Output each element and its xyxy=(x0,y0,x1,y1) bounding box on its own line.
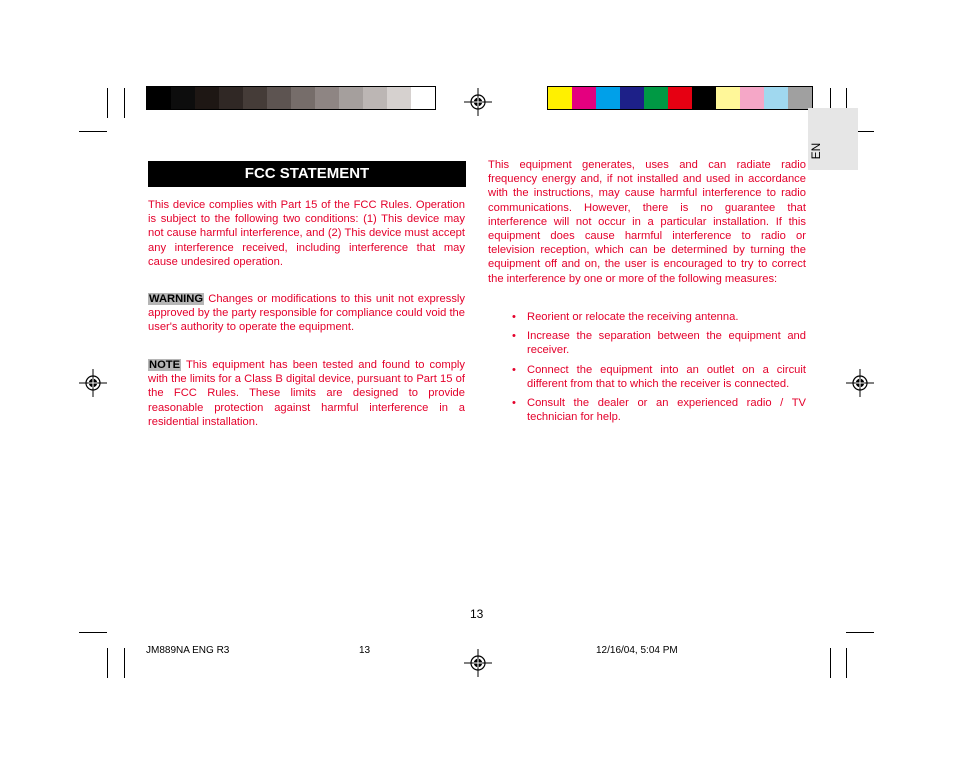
crop-mark xyxy=(124,88,125,118)
compliance-paragraph: This device complies with Part 15 of the FCC Rules. Operation is subject to the following two conditions: (1) This device may not cause harmful interference, and (2) This device must accept any interference received, including interference that may cause undesired operation. xyxy=(148,199,465,268)
color-swatch xyxy=(315,87,339,109)
crop-mark xyxy=(830,648,831,678)
color-swatch xyxy=(219,87,243,109)
crop-mark xyxy=(846,632,874,633)
list-item xyxy=(510,396,806,424)
registration-mark-icon xyxy=(464,88,492,116)
color-swatch xyxy=(387,87,411,109)
color-swatch xyxy=(147,87,171,109)
list-item-text: Connect the equipment into an outlet on a circuit different from that to which the receiver is connected. xyxy=(527,363,806,390)
color-swatch xyxy=(572,87,596,109)
grayscale-swatch-strip xyxy=(146,86,436,110)
color-swatch xyxy=(788,87,812,109)
crop-mark xyxy=(79,632,107,633)
color-swatch xyxy=(716,87,740,109)
bullet-icon: • xyxy=(512,311,516,323)
color-swatch xyxy=(548,87,572,109)
color-swatch xyxy=(620,87,644,109)
bullet-icon: • xyxy=(512,330,516,343)
list-item xyxy=(510,363,806,391)
color-swatch xyxy=(363,87,387,109)
list-item xyxy=(510,329,806,357)
color-swatch-strip xyxy=(547,86,813,110)
list-item-text: Consult the dealer or an experienced radio / TV technician for help. xyxy=(527,397,806,424)
color-swatch xyxy=(411,87,435,109)
note-label: NOTE xyxy=(149,359,181,371)
measures-list xyxy=(510,310,806,429)
footer-timestamp: 12/16/04, 5:04 PM xyxy=(596,645,678,656)
list-item-text: Reorient or relocate the receiving antenna. xyxy=(527,311,739,323)
crop-mark xyxy=(107,88,108,118)
crop-mark xyxy=(107,648,108,678)
color-swatch xyxy=(764,87,788,109)
list-item xyxy=(510,310,806,324)
bullet-icon: • xyxy=(512,363,516,376)
color-swatch xyxy=(644,87,668,109)
interference-intro-paragraph: This equipment generates, uses and can radiate radio frequency energy and, if not installed and used in accordance with the instructions, may cause harmful interference to radio communications. However, there is no guarantee that interference will not occur in a particular installation. If this equipment does cause harmful interference to radio or television reception, which can be determined by turning the equipment off and on, the user is encouraged to try to correct the interference by one or more of the following measures: xyxy=(488,159,806,285)
crop-mark xyxy=(846,648,847,678)
color-swatch xyxy=(291,87,315,109)
list-item-text: Increase the separation between the equipment and receiver. xyxy=(527,330,806,357)
color-swatch xyxy=(171,87,195,109)
color-swatch xyxy=(195,87,219,109)
registration-mark-icon xyxy=(79,369,107,397)
warning-paragraph xyxy=(148,292,465,335)
color-swatch xyxy=(243,87,267,109)
note-paragraph xyxy=(148,358,465,429)
footer-page: 13 xyxy=(359,645,371,656)
warning-text: Changes or modifications to this unit not expressly approved by the party responsible for compliance could void the user's authority to operate the equipment. xyxy=(148,293,465,334)
color-swatch xyxy=(740,87,764,109)
language-tab-label: EN xyxy=(809,142,823,160)
color-swatch xyxy=(668,87,692,109)
color-swatch xyxy=(339,87,363,109)
crop-mark xyxy=(124,648,125,678)
page-number: 13 xyxy=(470,607,484,621)
section-heading: FCC STATEMENT xyxy=(148,161,466,187)
color-swatch xyxy=(692,87,716,109)
note-text: This equipment has been tested and found to comply with the limits for a Class B digital device, pursuant to Part 15 of the FCC Rules. These limits are designed to provide reasonable protection against harmful interference in a residential installation. xyxy=(148,359,465,428)
registration-mark-icon xyxy=(464,649,492,677)
warning-label: WARNING xyxy=(149,293,204,305)
color-swatch xyxy=(596,87,620,109)
color-swatch xyxy=(267,87,291,109)
crop-mark xyxy=(79,131,107,132)
registration-mark-icon xyxy=(846,369,874,397)
footer-file-name: JM889NA ENG R3 xyxy=(146,645,230,656)
bullet-icon: • xyxy=(512,397,516,410)
